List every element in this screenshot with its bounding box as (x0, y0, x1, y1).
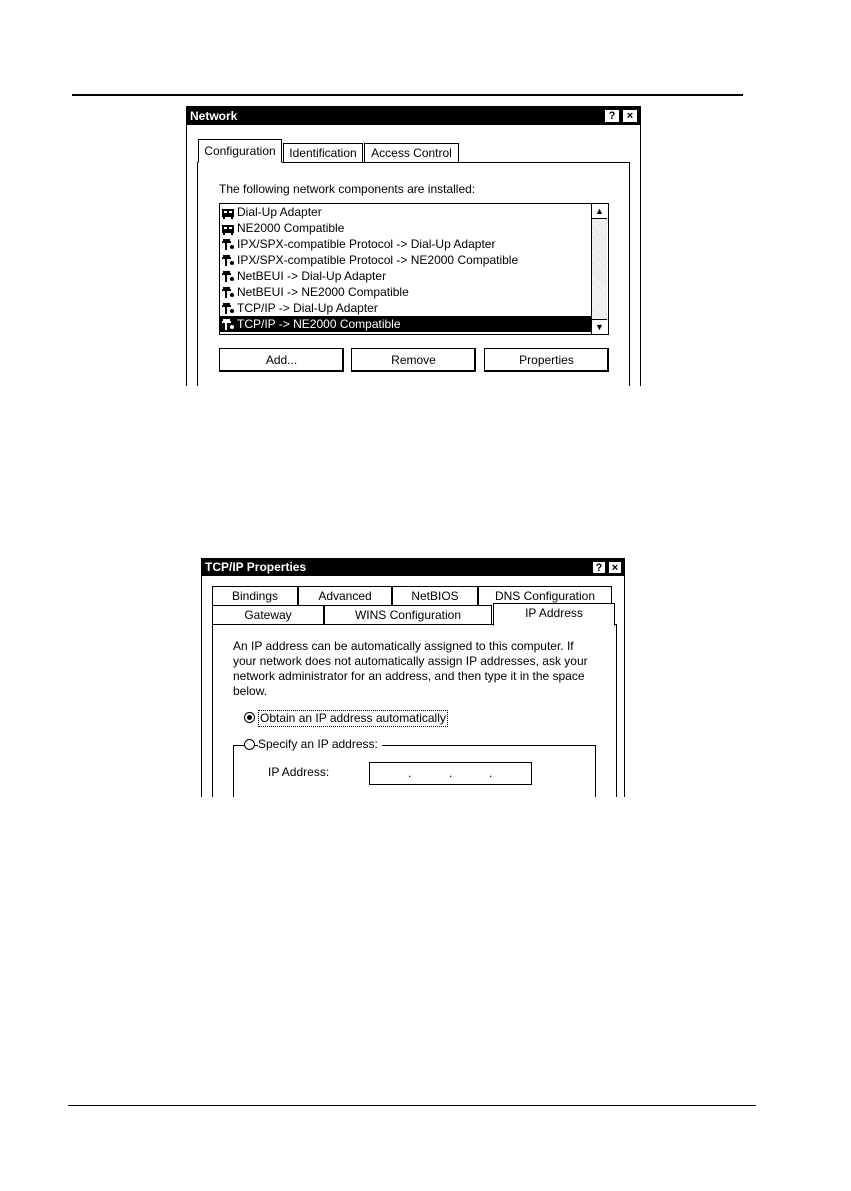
network-adapter-icon (221, 223, 235, 235)
ip-octet-separator: . (489, 766, 493, 780)
close-button[interactable]: × (622, 109, 638, 123)
obtain-ip-automatically-radio[interactable] (244, 712, 255, 723)
scroll-track[interactable] (592, 219, 607, 319)
tcpip-title: TCP/IP Properties (205, 560, 307, 574)
protocol-icon (221, 303, 235, 315)
tab-identification[interactable]: Identification (283, 143, 363, 162)
properties-button[interactable] (484, 348, 609, 372)
list-item[interactable] (220, 204, 592, 220)
scroll-down-arrow-icon[interactable]: ▼ (592, 319, 607, 334)
ip-octet-separator: . (408, 766, 412, 780)
tab-access-control[interactable]: Access Control (364, 143, 459, 162)
tcpip-title-bar (202, 559, 624, 576)
list-item[interactable] (220, 252, 592, 268)
list-item[interactable] (220, 236, 592, 252)
list-item-label: NetBEUI -> NE2000 Compatible (237, 285, 409, 299)
help-button[interactable]: ? (604, 109, 620, 123)
tab-dns-configuration[interactable]: DNS Configuration (478, 586, 612, 605)
network-dialog (186, 106, 641, 386)
list-item-label: Dial-Up Adapter (237, 205, 322, 219)
tcpip-help-button[interactable]: ? (592, 561, 606, 574)
protocol-icon (221, 239, 235, 251)
list-item[interactable] (220, 268, 592, 284)
components-list-label: The following network components are installed: (219, 182, 476, 196)
properties-button-label: Properties (519, 353, 574, 367)
list-item[interactable] (220, 316, 592, 332)
list-item[interactable] (220, 220, 592, 236)
top-rule (72, 94, 743, 96)
list-item-label: IPX/SPX-compatible Protocol -> Dial-Up Adapter (237, 237, 496, 251)
list-item[interactable] (220, 284, 592, 300)
protocol-icon (221, 271, 235, 283)
ip-octet-separator: . (449, 766, 453, 780)
protocol-icon (221, 287, 235, 299)
add-button-label: Add... (265, 353, 298, 367)
tab-bindings[interactable]: Bindings (212, 586, 298, 605)
configuration-panel (197, 162, 630, 386)
scroll-up-arrow-icon[interactable]: ▲ (592, 204, 607, 219)
ip-description-line: network administrator for an address, and then type it in the space (233, 669, 585, 683)
ip-description-line: your network does not automatically assign IP addresses, ask your (233, 654, 588, 668)
remove-button-label: Remove (391, 353, 436, 367)
radio-selected-dot (247, 715, 252, 720)
list-item-label: TCP/IP -> NE2000 Compatible (237, 317, 401, 331)
ip-address-panel (212, 624, 617, 797)
list-item-label: NetBEUI -> Dial-Up Adapter (237, 269, 387, 283)
protocol-icon (221, 255, 235, 267)
list-item-label: TCP/IP -> Dial-Up Adapter (237, 301, 378, 315)
specify-ip-address-radio[interactable] (244, 739, 255, 750)
list-item[interactable] (220, 300, 592, 316)
specify-ip-address-label[interactable]: Specify an IP address: (258, 737, 382, 752)
list-item-label: IPX/SPX-compatible Protocol -> NE2000 Compatible (237, 253, 519, 267)
tab-wins-configuration[interactable]: WINS Configuration (324, 605, 492, 624)
network-adapter-icon (221, 207, 235, 219)
list-item-label: NE2000 Compatible (237, 221, 345, 235)
ip-address-label: IP Address: (268, 765, 330, 779)
tab-configuration[interactable]: Configuration (198, 139, 282, 163)
remove-button[interactable] (351, 348, 476, 372)
tab-ip-address[interactable]: IP Address (493, 603, 615, 626)
ip-description-line: below. (233, 684, 268, 698)
obtain-ip-automatically-label[interactable]: Obtain an IP address automatically (260, 711, 446, 725)
tab-netbios[interactable]: NetBIOS (392, 586, 478, 605)
ip-description-line: An IP address can be automatically assigned to this computer. If (233, 639, 574, 653)
components-list[interactable] (219, 203, 609, 335)
ip-address-field[interactable] (369, 762, 532, 785)
add-button[interactable] (219, 348, 344, 372)
network-title: Network (190, 109, 238, 123)
tab-gateway[interactable]: Gateway (212, 605, 324, 624)
tcpip-properties-dialog (201, 558, 625, 797)
protocol-icon (221, 319, 235, 331)
tab-advanced[interactable]: Advanced (298, 586, 392, 605)
network-title-bar (187, 107, 640, 125)
tcpip-close-button[interactable]: × (608, 561, 622, 574)
components-scrollbar[interactable] (591, 204, 608, 334)
bottom-rule (68, 1105, 756, 1106)
